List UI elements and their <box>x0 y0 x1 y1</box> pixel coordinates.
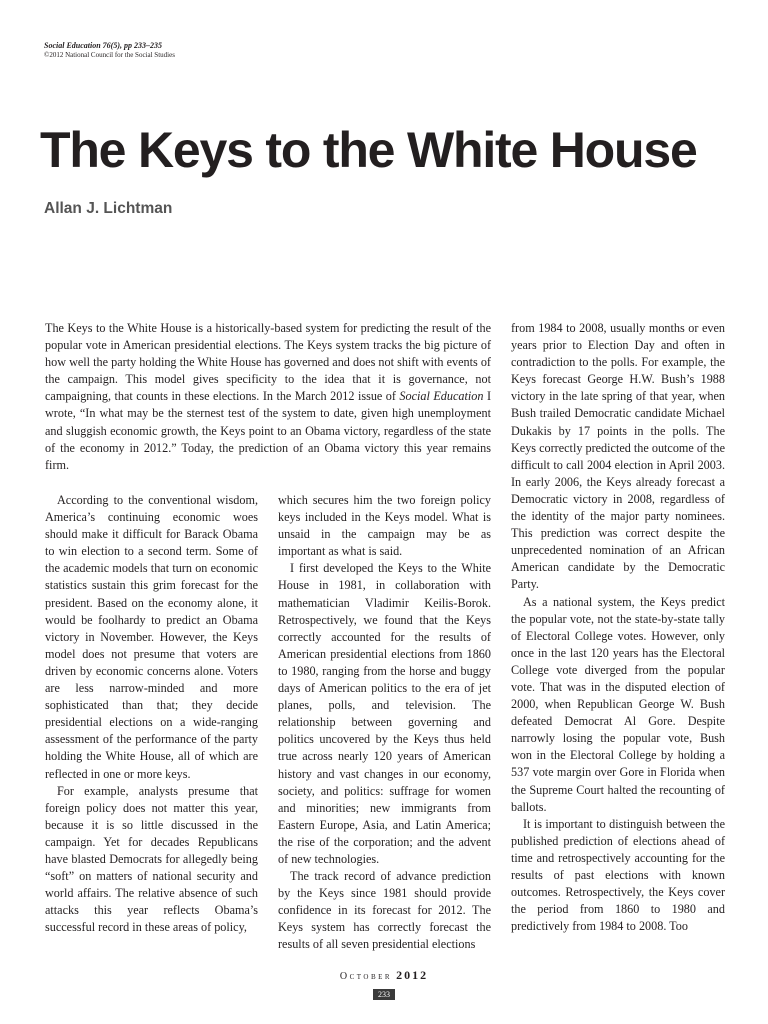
intro-paragraph <box>45 320 491 474</box>
body-column-2 <box>278 492 491 954</box>
body-paragraph: from 1984 to 2008, usually months or even years prior to Election Day and often in contradiction to the polls. For example, the Keys forecast George H.W. Bush’s 1988 victory in the late spring of that year, when Bush trailed Democratic candidate Michael Dukakis by 17 points in the polls. The Keys correctly predicted the outcome of the difficult to call 2004 election in April 2003. In early 2006, the Keys already forecast a Democratic victory in 2008, regardless of the identity of the major party nominees. This prediction was correct despite the unprecedented nomination of an African American candidate by the Democratic Party. <box>511 321 725 592</box>
body-paragraph: It is important to distinguish between the published prediction of elections ahead of time and retrospectively accounting for the results of past elections with known outcomes. Retrospectively, the Keys cover the period from 1860 to 1980 and predictively from 1984 to 2008. Too <box>511 816 725 934</box>
body-paragraph: which secures him the two foreign policy keys included in the Keys model. What is unsaid in the campaign may be as important as what is said. <box>278 493 491 559</box>
body-paragraph: As a national system, the Keys predict the popular vote, not the state-by-state tally of Electoral College votes. However, only once in the last 120 years has the Electoral College vote diverged from the popular vote. That was in the disputed election of 2000, when Republican George W. Bush defeated Democrat Al Gore. Despite narrowly losing the popular vote, Bush won in the Electoral College by holding a 537 vote margin over Gore in Florida when the Supreme Court halted the recounting of ballots. <box>511 594 725 814</box>
journal-citation: Social Education 76(5), pp 233–235 <box>44 41 163 50</box>
page-number: 233 <box>373 989 395 1000</box>
body-column-3 <box>511 320 725 935</box>
intro-text-start: The Keys to the White House is a historically-based system for predicting the result of the popular vote in American presidential elections. The Keys system tracks the big picture of how well the party holding the White House has governed and does not shift with events of the campaign. This model gives specificity to the idea that it is governance, not campaigning, that counts in these elections. In the March 2012 issue of <box>45 321 491 404</box>
copyright-notice: ©2012 National Council for the Social Studies <box>44 51 175 59</box>
issue-year: 2012 <box>396 968 429 982</box>
intro-text-end: I wrote, “In what may be the sternest test of the system to date, given high unemployment and sluggish economic growth, the Keys point to an Obama victory, regardless of the state of the economy in 2012.” Today, the prediction of an Obama victory this year remains firm. <box>45 389 492 472</box>
body-column-1 <box>45 492 258 936</box>
article-author: Allan J. Lichtman <box>44 200 173 217</box>
intro-journal-name: Social Education <box>399 389 484 404</box>
article-title: The Keys to the White House <box>40 122 697 178</box>
body-paragraph: I first developed the Keys to the White House in 1981, in collaboration with mathematician Vladimir Keilis-Borok. Retrospectively, we found that the Keys correctly accounted for the results of American presidential elections from 1860 to 1980, ranging from the horse and buggy days of American politics to the era of jet planes, polls, and television. The relationship between governing and politics uncovered by the Keys thus held true across nearly 120 years of American history and vast changes in our economy, society, and politics: suffrage for women and minorities; new immigrants from Eastern Europe, Asia, and Latin America; the rise of the corporation; and the advent of new technologies. <box>278 561 491 866</box>
body-paragraph: The track record of advance prediction by the Keys since 1981 should provide confidence in its forecast for 2012. The Keys system has correctly forecast the results of all seven presidential elections <box>278 869 491 952</box>
body-paragraph: For example, analysts presume that foreign policy does not matter this year, because it is so little discussed in the campaign. Yet for decades Republicans have blasted Democrats for allegedly being “soft” on matters of national security and world affairs. The relative absence of such attacks this year reflects Obama’s successful record in these areas of policy, <box>45 783 258 935</box>
page-footer <box>0 966 768 1002</box>
journal-header <box>44 41 175 60</box>
body-paragraph: According to the conventional wisdom, America’s continuing economic woes should make it difficult for Barack Obama to win election to a second term. Some of the academic models that turn on economic statistics sustain this grim forecast for the president. Based on the economy alone, it would be foolhardy to predict an Obama victory in November. However, the Keys model does not presume that voters are driven by economic concerns alone. Voters are less narrow-minded and more sophisticated than that; they decide presidential elections on a wide-ranging assessment of the performance of the party holding the White House, all of which are reflected in one or more keys. <box>45 493 258 781</box>
issue-month: October <box>339 971 393 982</box>
